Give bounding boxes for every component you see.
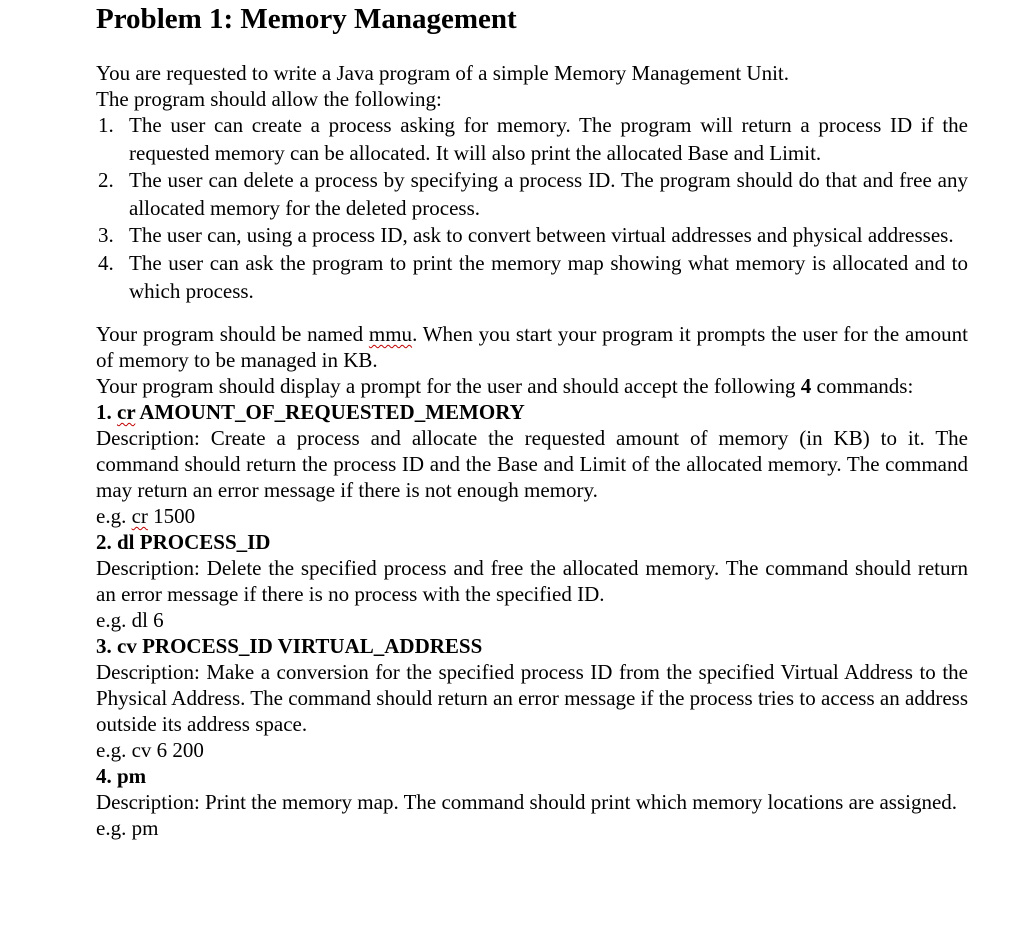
list-item <box>96 112 968 167</box>
list-item <box>96 250 968 305</box>
command-description: Description: Print the memory map. The command should print which memory locations are assigned. <box>96 790 958 815</box>
command-heading: 3. cv PROCESS_ID VIRTUAL_ADDRESS <box>96 634 483 659</box>
command-count: 4 <box>800 374 812 399</box>
list-item-text: The user can delete a process by specifying a process ID. The program should do that and free any allocated memory for the deleted process. <box>129 168 968 220</box>
command-example: e.g. pm <box>96 816 159 841</box>
document-body <box>96 60 968 841</box>
requirements-list <box>96 112 968 305</box>
list-item-number: 1. <box>98 113 114 137</box>
command-description: Description: Create a process and allocate the requested amount of memory (in KB) to it. The command should return the process ID and the Base and Limit of the allocated memory. The command may return an error message if there is not enough memory. <box>96 426 968 503</box>
command-example: e.g. cr 1500 <box>96 504 196 529</box>
command-args: PROCESS_ID <box>139 530 271 555</box>
intro-line-1: You are requested to write a Java program of a simple Memory Management Unit. <box>96 61 790 85</box>
page-title: Problem 1: Memory Management <box>96 3 517 35</box>
program-naming-paragraph: Your program should be named mmu. When you start your program it prompts the user for the amount of memory to be managed in KB. <box>96 322 968 373</box>
list-item-text: The user can, using a process ID, ask to convert between virtual addresses and physical addresses. <box>129 223 954 248</box>
command-description: Description: Delete the specified process and free the allocated memory. The command should return an error message if there is no process with the specified ID. <box>96 556 968 607</box>
list-item <box>96 167 968 222</box>
list-item-text: The user can ask the program to print the memory map showing what memory is allocated and to which process. <box>129 250 968 303</box>
prompt-paragraph: Your program should display a prompt for the user and should accept the following 4 commands: <box>96 374 914 399</box>
list-item-text: The user can create a process asking for memory. The program will return a process ID if the requested memory can be allocated. It will also print the allocated Base and Limit. <box>129 113 968 165</box>
command-keyword: pm <box>117 764 147 789</box>
command-keyword: cv <box>117 634 137 659</box>
list-item-number: 4. <box>98 250 114 275</box>
example-keyword: cv <box>131 738 152 763</box>
intro-line-2: The program should allow the following: <box>96 87 442 111</box>
command-keyword: cr <box>117 400 136 425</box>
list-item-number: 2. <box>98 168 114 193</box>
example-keyword: pm <box>131 816 159 841</box>
command-heading: 4. pm <box>96 764 147 789</box>
program-name: mmu <box>368 322 413 347</box>
list-item <box>96 222 968 250</box>
command-args: AMOUNT_OF_REQUESTED_MEMORY <box>139 400 525 425</box>
command-keyword: dl <box>117 530 135 555</box>
command-example: e.g. cv 6 200 <box>96 738 204 763</box>
command-example: e.g. dl 6 <box>96 608 164 633</box>
example-keyword: dl <box>131 608 148 633</box>
list-item-number: 3. <box>98 223 114 248</box>
command-heading: 2. dl PROCESS_ID <box>96 530 271 555</box>
example-keyword: cr <box>131 504 148 529</box>
command-args: PROCESS_ID VIRTUAL_ADDRESS <box>142 634 483 659</box>
command-heading: 1. cr AMOUNT_OF_REQUESTED_MEMORY <box>96 400 525 425</box>
command-description: Description: Make a conversion for the specified process ID from the specified Virtual Address to the Physical Address. The command should return an error message if the process tries to access an address outside its address space. <box>96 660 968 737</box>
